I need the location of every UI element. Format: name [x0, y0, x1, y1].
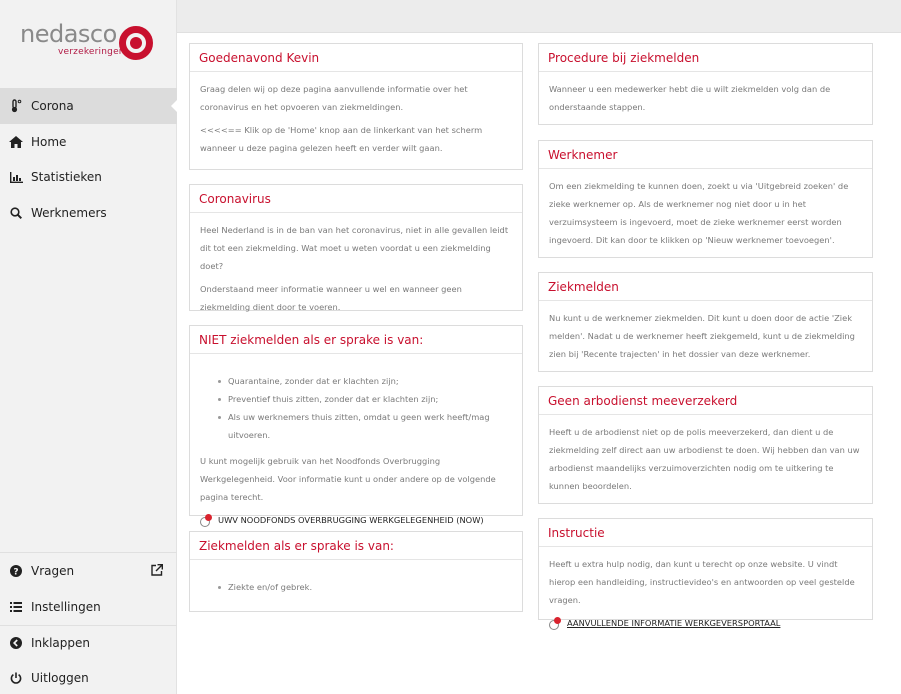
- werkgeversportaal-link[interactable]: [549, 614, 862, 632]
- niet-ziekmelden-card: [189, 325, 523, 525]
- globe-link-icon: [549, 617, 562, 630]
- link-text[interactable]: AANVULLENDE INFORMATIE WERKGEVERSPORTAAL: [567, 618, 781, 628]
- sidebar-item-label: Instellingen: [31, 600, 101, 614]
- chevron-left-circle-icon: [9, 637, 23, 649]
- sidebar-item-label: Home: [31, 135, 67, 149]
- werknemer-card: [538, 140, 873, 258]
- power-icon: [9, 672, 23, 684]
- sidebar-item-label: Inklappen: [31, 636, 91, 650]
- card-title: Geen arbodienst meeverzekerd: [539, 387, 872, 415]
- instructie-card: [538, 518, 873, 628]
- sidebar-item-label: Corona: [31, 99, 74, 113]
- card-text: Wanneer u een medewerker hebt die u wilt ziekmelden volg dan de onderstaande stappen.: [549, 84, 831, 112]
- nedasco-logo[interactable]: [20, 20, 160, 70]
- card-text: Heeft u de arbodienst niet op de polis meeverzekerd, dan dient u de ziekmelding zelf direct aan uw arbodienst te doen. Wij hebben dan van uw arbodienst maandelijks verzuimoverzichten nodig om te uitkering te kunnen beoordelen.: [549, 427, 860, 491]
- ziekmelden-card: [538, 272, 873, 372]
- greeting-card: [189, 43, 523, 170]
- arbodienst-card: [538, 386, 873, 504]
- sidebar-item-vragen[interactable]: [0, 553, 177, 589]
- sidebar-item-label: Vragen: [31, 564, 75, 578]
- card-text: Om een ziekmelding te kunnen doen, zoekt u via 'Uitgebreid zoeken' de zieke werknemer op. Als de werknemer nog niet door u in het verzuimsysteem is ingevoerd, moet de zieke werknemer eerst worden ingevoerd. Dit kan door te klikken op 'Nieuw werknemer toevoegen'.: [549, 181, 849, 245]
- list-item: Quarantaine, zonder dat er klachten zijn;: [218, 372, 512, 390]
- bullet-list: [218, 578, 512, 596]
- bullet-list: [218, 372, 512, 444]
- sidebar-item-inklappen[interactable]: [0, 625, 177, 661]
- wel-ziekmelden-card: [189, 531, 523, 612]
- top-bar: [177, 0, 901, 33]
- now-link[interactable]: [200, 511, 512, 529]
- bar-chart-icon: [9, 172, 23, 183]
- list-item: Ziekte en/of gebrek.: [218, 578, 512, 596]
- sidebar-item-home[interactable]: [0, 124, 177, 160]
- sidebar-item-corona[interactable]: [0, 88, 177, 124]
- sidebar-item-label: Werknemers: [31, 206, 107, 220]
- list-item: Preventief thuis zitten, zonder dat er klachten zijn;: [218, 390, 512, 408]
- list-item: Als uw werknemers thuis zitten, omdat u geen werk heeft/mag uitvoeren.: [218, 408, 512, 444]
- sidebar-item-werknemers[interactable]: [0, 195, 177, 231]
- card-title: Ziekmelden als er sprake is van:: [190, 532, 522, 560]
- sidebar-item-label: Uitloggen: [31, 671, 89, 685]
- sidebar-item-label: Statistieken: [31, 170, 102, 184]
- logo-wordmark: nedasco: [20, 20, 117, 48]
- card-text: Graag delen wij op deze pagina aanvullende informatie over het coronavirus en het opvoeren van ziekmeldingen.: [200, 84, 468, 112]
- card-title: Coronavirus: [190, 185, 522, 213]
- card-text: Onderstaand meer informatie wanneer u wel en wanneer geen ziekmelding dient door te voeren.: [200, 284, 462, 312]
- external-link-icon: [151, 564, 163, 579]
- card-text: <<<<== Klik op de 'Home' knop aan de linkerkant van het scherm wanneer u deze pagina gelezen heeft en verder wilt gaan.: [200, 125, 483, 153]
- card-text: Nu kunt u de werknemer ziekmelden. Dit kunt u doen door de actie 'Ziek melden'. Nadat u de werknemer heeft ziekgemeld, kunt u de ziekmelding zien bij 'Recente trajecten' in het dossier van deze werknemer.: [549, 313, 855, 359]
- sidebar-item-instellingen[interactable]: [0, 589, 177, 625]
- card-text: Heeft u extra hulp nodig, dan kunt u terecht op onze website. U vindt hierop een handleiding, instructievideo's en antwoorden op veel gestelde vragen.: [549, 559, 855, 605]
- list-icon: [9, 602, 23, 612]
- card-title: Instructie: [539, 519, 872, 547]
- card-title: Procedure bij ziekmelden: [539, 44, 872, 72]
- card-text: Heel Nederland is in de ban van het coronavirus, niet in alle gevallen leidt dit tot een ziekmelding. Wat moet u weten voordat u een ziekmelding doet?: [200, 225, 509, 271]
- logo-mark-icon: [119, 26, 153, 60]
- sidebar: [0, 0, 177, 694]
- coronavirus-card: [189, 184, 523, 311]
- sidebar-item-uitloggen[interactable]: [0, 660, 177, 694]
- globe-link-icon: [200, 514, 213, 527]
- card-title: Werknemer: [539, 141, 872, 169]
- card-title: NIET ziekmelden als er sprake is van:: [190, 326, 522, 354]
- search-icon: [9, 207, 23, 219]
- link-text[interactable]: UWV NOODFONDS OVERBRUGGING WERKGELEGENHEID (NOW): [218, 515, 484, 525]
- svg-text:?: ?: [13, 567, 19, 577]
- thermometer-icon: [9, 99, 23, 113]
- card-title: Goedenavond Kevin: [190, 44, 522, 72]
- card-title: Ziekmelden: [539, 273, 872, 301]
- home-icon: [9, 136, 23, 148]
- card-text: U kunt mogelijk gebruik van het Noodfonds Overbrugging Werkgelegenheid. Voor informatie kunt u onder andere op de volgende pagina terecht.: [200, 456, 496, 502]
- logo-subtitle: verzekeringen: [58, 47, 125, 57]
- sidebar-item-statistieken[interactable]: [0, 159, 177, 195]
- procedure-card: [538, 43, 873, 125]
- question-circle-icon: [9, 565, 23, 577]
